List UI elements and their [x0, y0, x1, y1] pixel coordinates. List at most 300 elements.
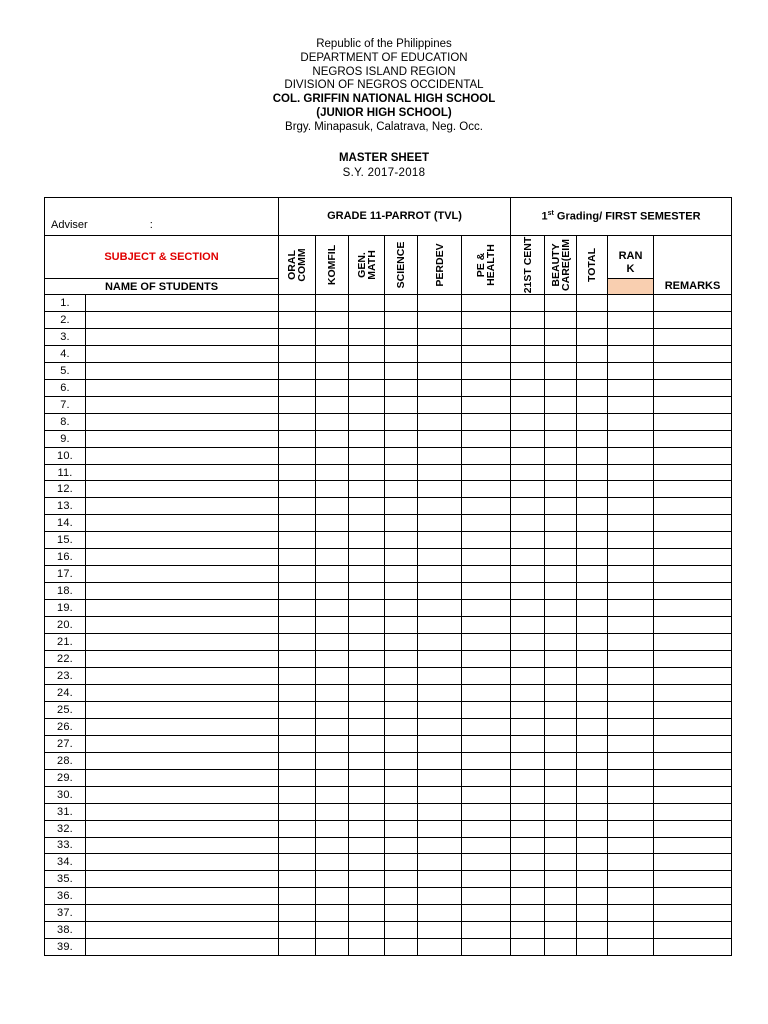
grade-cell[interactable]	[511, 566, 545, 583]
grade-cell[interactable]	[654, 786, 732, 803]
grade-cell[interactable]	[654, 481, 732, 498]
grade-cell[interactable]	[279, 617, 316, 634]
grade-cell[interactable]	[349, 922, 385, 939]
adviser-field[interactable]	[45, 198, 279, 236]
grade-cell[interactable]	[279, 922, 316, 939]
grade-cell[interactable]	[545, 481, 577, 498]
grade-cell[interactable]	[349, 345, 385, 362]
grade-cell[interactable]	[316, 905, 349, 922]
grade-cell[interactable]	[418, 735, 462, 752]
grade-cell[interactable]	[511, 430, 545, 447]
grade-cell[interactable]	[545, 532, 577, 549]
grade-cell[interactable]	[654, 769, 732, 786]
grade-cell[interactable]	[511, 413, 545, 430]
grade-cell[interactable]	[316, 786, 349, 803]
grade-cell[interactable]	[654, 651, 732, 668]
grade-cell[interactable]	[577, 820, 608, 837]
grade-cell[interactable]	[608, 481, 654, 498]
grade-cell[interactable]	[545, 379, 577, 396]
grade-cell[interactable]	[608, 871, 654, 888]
grade-cell[interactable]	[385, 481, 418, 498]
grade-cell[interactable]	[608, 328, 654, 345]
grade-cell[interactable]	[511, 735, 545, 752]
grade-cell[interactable]	[654, 311, 732, 328]
grade-cell[interactable]	[577, 735, 608, 752]
grade-cell[interactable]	[316, 651, 349, 668]
grade-cell[interactable]	[654, 888, 732, 905]
grade-cell[interactable]	[462, 752, 511, 769]
grade-cell[interactable]	[654, 837, 732, 854]
student-name-cell[interactable]	[86, 905, 279, 922]
grade-cell[interactable]	[349, 413, 385, 430]
grade-cell[interactable]	[462, 481, 511, 498]
grade-cell[interactable]	[462, 667, 511, 684]
grade-cell[interactable]	[654, 684, 732, 701]
grade-cell[interactable]	[316, 718, 349, 735]
grade-cell[interactable]	[608, 600, 654, 617]
grade-cell[interactable]	[462, 464, 511, 481]
grade-cell[interactable]	[279, 769, 316, 786]
grade-cell[interactable]	[418, 854, 462, 871]
grade-cell[interactable]	[349, 820, 385, 837]
grade-cell[interactable]	[279, 295, 316, 312]
grade-cell[interactable]	[349, 481, 385, 498]
grade-cell[interactable]	[608, 939, 654, 956]
grade-cell[interactable]	[316, 498, 349, 515]
grade-cell[interactable]	[654, 939, 732, 956]
grade-cell[interactable]	[608, 295, 654, 312]
grade-cell[interactable]	[608, 430, 654, 447]
grade-cell[interactable]	[608, 532, 654, 549]
grade-cell[interactable]	[577, 701, 608, 718]
grade-cell[interactable]	[545, 447, 577, 464]
grade-cell[interactable]	[316, 464, 349, 481]
grade-cell[interactable]	[545, 735, 577, 752]
grade-cell[interactable]	[316, 667, 349, 684]
grade-cell[interactable]	[545, 820, 577, 837]
grade-cell[interactable]	[608, 905, 654, 922]
grade-cell[interactable]	[608, 667, 654, 684]
grade-cell[interactable]	[349, 566, 385, 583]
grade-cell[interactable]	[654, 854, 732, 871]
grade-cell[interactable]	[385, 871, 418, 888]
grade-cell[interactable]	[418, 752, 462, 769]
student-name-cell[interactable]	[86, 549, 279, 566]
grade-cell[interactable]	[385, 939, 418, 956]
grade-cell[interactable]	[608, 837, 654, 854]
grade-cell[interactable]	[608, 922, 654, 939]
grade-cell[interactable]	[316, 803, 349, 820]
grade-cell[interactable]	[349, 379, 385, 396]
grade-cell[interactable]	[385, 566, 418, 583]
grade-cell[interactable]	[462, 379, 511, 396]
grade-cell[interactable]	[654, 820, 732, 837]
grade-cell[interactable]	[545, 396, 577, 413]
grade-cell[interactable]	[349, 786, 385, 803]
grade-cell[interactable]	[577, 583, 608, 600]
grade-cell[interactable]	[316, 888, 349, 905]
grade-cell[interactable]	[462, 820, 511, 837]
grade-cell[interactable]	[654, 413, 732, 430]
grade-cell[interactable]	[577, 871, 608, 888]
grade-cell[interactable]	[577, 939, 608, 956]
grade-cell[interactable]	[279, 803, 316, 820]
grade-cell[interactable]	[279, 684, 316, 701]
grade-cell[interactable]	[654, 447, 732, 464]
grade-cell[interactable]	[279, 718, 316, 735]
grade-cell[interactable]	[418, 786, 462, 803]
grade-cell[interactable]	[577, 362, 608, 379]
grade-cell[interactable]	[349, 684, 385, 701]
grade-cell[interactable]	[511, 311, 545, 328]
grade-cell[interactable]	[385, 345, 418, 362]
student-name-cell[interactable]	[86, 617, 279, 634]
grade-cell[interactable]	[385, 549, 418, 566]
grade-cell[interactable]	[511, 769, 545, 786]
grade-cell[interactable]	[462, 328, 511, 345]
student-name-cell[interactable]	[86, 701, 279, 718]
grade-cell[interactable]	[654, 667, 732, 684]
grade-cell[interactable]	[349, 634, 385, 651]
grade-cell[interactable]	[279, 532, 316, 549]
grade-cell[interactable]	[316, 735, 349, 752]
grade-cell[interactable]	[279, 311, 316, 328]
student-name-cell[interactable]	[86, 396, 279, 413]
student-name-cell[interactable]	[86, 769, 279, 786]
grade-cell[interactable]	[608, 362, 654, 379]
grade-cell[interactable]	[462, 396, 511, 413]
grade-cell[interactable]	[654, 803, 732, 820]
student-name-cell[interactable]	[86, 667, 279, 684]
student-name-cell[interactable]	[86, 345, 279, 362]
grade-cell[interactable]	[462, 837, 511, 854]
grade-cell[interactable]	[385, 600, 418, 617]
student-name-cell[interactable]	[86, 888, 279, 905]
grade-cell[interactable]	[349, 515, 385, 532]
grade-cell[interactable]	[462, 888, 511, 905]
grade-cell[interactable]	[418, 396, 462, 413]
grade-cell[interactable]	[418, 939, 462, 956]
grade-cell[interactable]	[279, 566, 316, 583]
grade-cell[interactable]	[316, 820, 349, 837]
grade-cell[interactable]	[654, 922, 732, 939]
grade-cell[interactable]	[511, 718, 545, 735]
grade-cell[interactable]	[577, 667, 608, 684]
grade-cell[interactable]	[316, 939, 349, 956]
student-name-cell[interactable]	[86, 430, 279, 447]
grade-cell[interactable]	[654, 871, 732, 888]
grade-cell[interactable]	[545, 600, 577, 617]
grade-cell[interactable]	[608, 820, 654, 837]
grade-cell[interactable]	[385, 735, 418, 752]
grade-cell[interactable]	[418, 718, 462, 735]
grade-cell[interactable]	[385, 651, 418, 668]
grade-cell[interactable]	[654, 701, 732, 718]
grade-cell[interactable]	[654, 379, 732, 396]
grade-cell[interactable]	[316, 752, 349, 769]
student-name-cell[interactable]	[86, 871, 279, 888]
grade-cell[interactable]	[462, 786, 511, 803]
grade-cell[interactable]	[545, 718, 577, 735]
grade-cell[interactable]	[511, 379, 545, 396]
grade-cell[interactable]	[385, 583, 418, 600]
grade-cell[interactable]	[279, 413, 316, 430]
grade-cell[interactable]	[316, 447, 349, 464]
grade-cell[interactable]	[577, 430, 608, 447]
grade-cell[interactable]	[316, 328, 349, 345]
grade-cell[interactable]	[577, 413, 608, 430]
grade-cell[interactable]	[385, 464, 418, 481]
grade-cell[interactable]	[577, 447, 608, 464]
grade-cell[interactable]	[545, 905, 577, 922]
grade-cell[interactable]	[385, 413, 418, 430]
grade-cell[interactable]	[608, 786, 654, 803]
grade-cell[interactable]	[385, 447, 418, 464]
grade-cell[interactable]	[385, 684, 418, 701]
grade-cell[interactable]	[316, 396, 349, 413]
grade-cell[interactable]	[654, 328, 732, 345]
grade-cell[interactable]	[545, 328, 577, 345]
grade-cell[interactable]	[608, 447, 654, 464]
student-name-cell[interactable]	[86, 634, 279, 651]
grade-cell[interactable]	[608, 379, 654, 396]
student-name-cell[interactable]	[86, 684, 279, 701]
grade-cell[interactable]	[316, 481, 349, 498]
grade-cell[interactable]	[545, 583, 577, 600]
grade-cell[interactable]	[608, 583, 654, 600]
grade-cell[interactable]	[654, 600, 732, 617]
grade-cell[interactable]	[316, 634, 349, 651]
grade-cell[interactable]	[511, 328, 545, 345]
grade-cell[interactable]	[545, 871, 577, 888]
grade-cell[interactable]	[462, 922, 511, 939]
grade-cell[interactable]	[545, 634, 577, 651]
grade-cell[interactable]	[279, 786, 316, 803]
grade-cell[interactable]	[608, 617, 654, 634]
grade-cell[interactable]	[316, 311, 349, 328]
grade-cell[interactable]	[385, 769, 418, 786]
grade-cell[interactable]	[385, 718, 418, 735]
grade-cell[interactable]	[511, 667, 545, 684]
grade-cell[interactable]	[577, 328, 608, 345]
grade-cell[interactable]	[462, 345, 511, 362]
grade-cell[interactable]	[418, 837, 462, 854]
grade-cell[interactable]	[418, 803, 462, 820]
grade-cell[interactable]	[316, 871, 349, 888]
grade-cell[interactable]	[349, 532, 385, 549]
grade-cell[interactable]	[349, 701, 385, 718]
grade-cell[interactable]	[462, 295, 511, 312]
grade-cell[interactable]	[577, 498, 608, 515]
grade-cell[interactable]	[462, 803, 511, 820]
grade-cell[interactable]	[316, 430, 349, 447]
grade-cell[interactable]	[577, 617, 608, 634]
grade-cell[interactable]	[349, 583, 385, 600]
grade-cell[interactable]	[385, 328, 418, 345]
grade-cell[interactable]	[577, 311, 608, 328]
grade-cell[interactable]	[418, 515, 462, 532]
grade-cell[interactable]	[418, 769, 462, 786]
grade-cell[interactable]	[545, 803, 577, 820]
student-name-cell[interactable]	[86, 295, 279, 312]
grade-cell[interactable]	[385, 498, 418, 515]
grade-cell[interactable]	[545, 617, 577, 634]
grade-cell[interactable]	[418, 345, 462, 362]
grade-cell[interactable]	[511, 345, 545, 362]
grade-cell[interactable]	[385, 667, 418, 684]
grade-cell[interactable]	[349, 447, 385, 464]
grade-cell[interactable]	[418, 667, 462, 684]
student-name-cell[interactable]	[86, 498, 279, 515]
grade-cell[interactable]	[462, 769, 511, 786]
grade-cell[interactable]	[511, 701, 545, 718]
grade-cell[interactable]	[608, 413, 654, 430]
grade-cell[interactable]	[349, 888, 385, 905]
grade-cell[interactable]	[608, 566, 654, 583]
student-name-cell[interactable]	[86, 939, 279, 956]
grade-cell[interactable]	[577, 803, 608, 820]
grade-cell[interactable]	[511, 583, 545, 600]
grade-cell[interactable]	[279, 328, 316, 345]
student-name-cell[interactable]	[86, 583, 279, 600]
grade-cell[interactable]	[654, 430, 732, 447]
grade-cell[interactable]	[279, 837, 316, 854]
grade-cell[interactable]	[654, 735, 732, 752]
grade-cell[interactable]	[511, 905, 545, 922]
grade-cell[interactable]	[608, 684, 654, 701]
grade-cell[interactable]	[545, 362, 577, 379]
student-name-cell[interactable]	[86, 464, 279, 481]
grade-cell[interactable]	[279, 396, 316, 413]
grade-cell[interactable]	[545, 311, 577, 328]
grade-cell[interactable]	[418, 549, 462, 566]
grade-cell[interactable]	[545, 464, 577, 481]
grade-cell[interactable]	[418, 684, 462, 701]
student-name-cell[interactable]	[86, 413, 279, 430]
grade-cell[interactable]	[511, 362, 545, 379]
grade-cell[interactable]	[577, 922, 608, 939]
grade-cell[interactable]	[349, 803, 385, 820]
grade-cell[interactable]	[545, 888, 577, 905]
grade-cell[interactable]	[545, 498, 577, 515]
grade-cell[interactable]	[349, 396, 385, 413]
grade-cell[interactable]	[385, 379, 418, 396]
grade-cell[interactable]	[418, 413, 462, 430]
student-name-cell[interactable]	[86, 752, 279, 769]
grade-cell[interactable]	[349, 617, 385, 634]
grade-cell[interactable]	[654, 905, 732, 922]
grade-cell[interactable]	[545, 939, 577, 956]
grade-cell[interactable]	[545, 684, 577, 701]
grade-cell[interactable]	[577, 396, 608, 413]
student-name-cell[interactable]	[86, 735, 279, 752]
grade-cell[interactable]	[316, 600, 349, 617]
grade-cell[interactable]	[418, 617, 462, 634]
grade-cell[interactable]	[608, 634, 654, 651]
grade-cell[interactable]	[385, 634, 418, 651]
grade-cell[interactable]	[462, 311, 511, 328]
grade-cell[interactable]	[577, 854, 608, 871]
grade-cell[interactable]	[349, 718, 385, 735]
grade-cell[interactable]	[349, 651, 385, 668]
grade-cell[interactable]	[545, 413, 577, 430]
grade-cell[interactable]	[462, 600, 511, 617]
grade-cell[interactable]	[654, 498, 732, 515]
grade-cell[interactable]	[385, 311, 418, 328]
grade-cell[interactable]	[462, 413, 511, 430]
grade-cell[interactable]	[279, 549, 316, 566]
grade-cell[interactable]	[418, 922, 462, 939]
grade-cell[interactable]	[511, 634, 545, 651]
grade-cell[interactable]	[279, 651, 316, 668]
grade-cell[interactable]	[545, 837, 577, 854]
grade-cell[interactable]	[316, 362, 349, 379]
grade-cell[interactable]	[385, 515, 418, 532]
grade-cell[interactable]	[654, 566, 732, 583]
grade-cell[interactable]	[545, 651, 577, 668]
grade-cell[interactable]	[608, 718, 654, 735]
student-name-cell[interactable]	[86, 786, 279, 803]
grade-cell[interactable]	[654, 345, 732, 362]
grade-cell[interactable]	[608, 549, 654, 566]
grade-cell[interactable]	[418, 651, 462, 668]
grade-cell[interactable]	[511, 854, 545, 871]
grade-cell[interactable]	[385, 532, 418, 549]
grade-cell[interactable]	[279, 515, 316, 532]
grade-cell[interactable]	[462, 871, 511, 888]
grade-cell[interactable]	[462, 854, 511, 871]
student-name-cell[interactable]	[86, 651, 279, 668]
grade-cell[interactable]	[316, 345, 349, 362]
grade-cell[interactable]	[349, 362, 385, 379]
grade-cell[interactable]	[577, 566, 608, 583]
grade-cell[interactable]	[545, 295, 577, 312]
grade-cell[interactable]	[577, 600, 608, 617]
grade-cell[interactable]	[349, 939, 385, 956]
grade-cell[interactable]	[545, 752, 577, 769]
grade-cell[interactable]	[462, 939, 511, 956]
student-name-cell[interactable]	[86, 481, 279, 498]
grade-cell[interactable]	[279, 820, 316, 837]
student-name-cell[interactable]	[86, 820, 279, 837]
grade-cell[interactable]	[349, 600, 385, 617]
grade-cell[interactable]	[349, 871, 385, 888]
grade-cell[interactable]	[511, 939, 545, 956]
grade-cell[interactable]	[608, 311, 654, 328]
grade-cell[interactable]	[608, 701, 654, 718]
grade-cell[interactable]	[608, 769, 654, 786]
grade-cell[interactable]	[349, 549, 385, 566]
student-name-cell[interactable]	[86, 447, 279, 464]
grade-cell[interactable]	[462, 684, 511, 701]
grade-cell[interactable]	[349, 735, 385, 752]
grade-cell[interactable]	[279, 634, 316, 651]
grade-cell[interactable]	[462, 583, 511, 600]
grade-cell[interactable]	[545, 566, 577, 583]
grade-cell[interactable]	[279, 888, 316, 905]
grade-cell[interactable]	[577, 684, 608, 701]
grade-cell[interactable]	[385, 430, 418, 447]
grade-cell[interactable]	[418, 532, 462, 549]
grade-cell[interactable]	[462, 362, 511, 379]
grade-cell[interactable]	[316, 566, 349, 583]
grade-cell[interactable]	[316, 922, 349, 939]
grade-cell[interactable]	[418, 447, 462, 464]
grade-cell[interactable]	[462, 515, 511, 532]
grade-cell[interactable]	[577, 634, 608, 651]
grade-cell[interactable]	[418, 871, 462, 888]
grade-cell[interactable]	[316, 549, 349, 566]
